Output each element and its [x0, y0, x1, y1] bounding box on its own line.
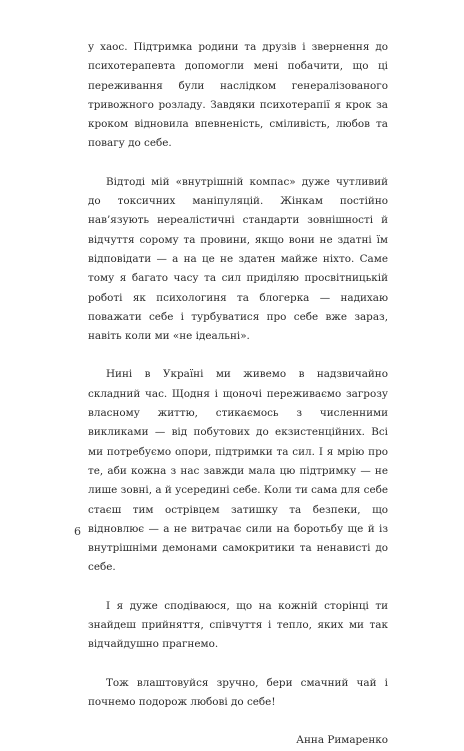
paragraph-ukraine: Нині в Україні ми живемо в надзвичайно складний час. Щодня і щоночі переживаємо загрозу власному життю, стикаємось з численними викликами — від побутових до екзистенційних. Всі ми потребуємо опори, підтримки та сил. І я мрію про те, аби кожна з нас завжди мала цю підтримку — не лише зовні, а й усередині себе. Коли ти сама для себе стаєш тим острівцем затишку та безпеки, що відновлює — а не витрачає сили на боротьбу ще й із внутрішніми демонами самокритики та ненависті до себе. [88, 368, 388, 574]
paragraph-invitation: Тож влаштовуйся зручно, бери смачний чай і почнемо подорож любові до себе! [88, 676, 388, 708]
page-number: 6 [74, 525, 81, 538]
author-signature: Анна Римаренко [296, 734, 388, 747]
paragraph-continuation: у хаос. Підтримка родини та друзів і звернення до психотерапевта допомогли мені побачити, що ці переживання були наслідком генералізованого тривожного розладу. Завдяки психотерапії я крок за кроком відновила впевненість, сміливість, любов та повагу до себе. [88, 41, 388, 150]
body-text [88, 38, 388, 751]
paragraph-hope: І я дуже сподіваюся, що на кожній сторінці ти знайдеш прийняття, співчуття і тепло, яких ми так відчайдушно прагнемо. [88, 599, 388, 651]
paragraph-inner-compass: Відтоді мій «внутрішній компас» дуже чутливий до токсичних маніпуляцій. Жінкам постійно нав’язують нереалістичні стандарти зовнішності й відчуття сорому та провини, якщо вони не здатні їм відповідати — а на це не здатен майже ніхто. Саме тому я багато часу та сил приділяю просвітницькій роботі як психологиня та блогерка — надихаю поважати себе і турбуватися про себе вже зараз, навіть коли ми «не ідеальні». [88, 175, 388, 343]
